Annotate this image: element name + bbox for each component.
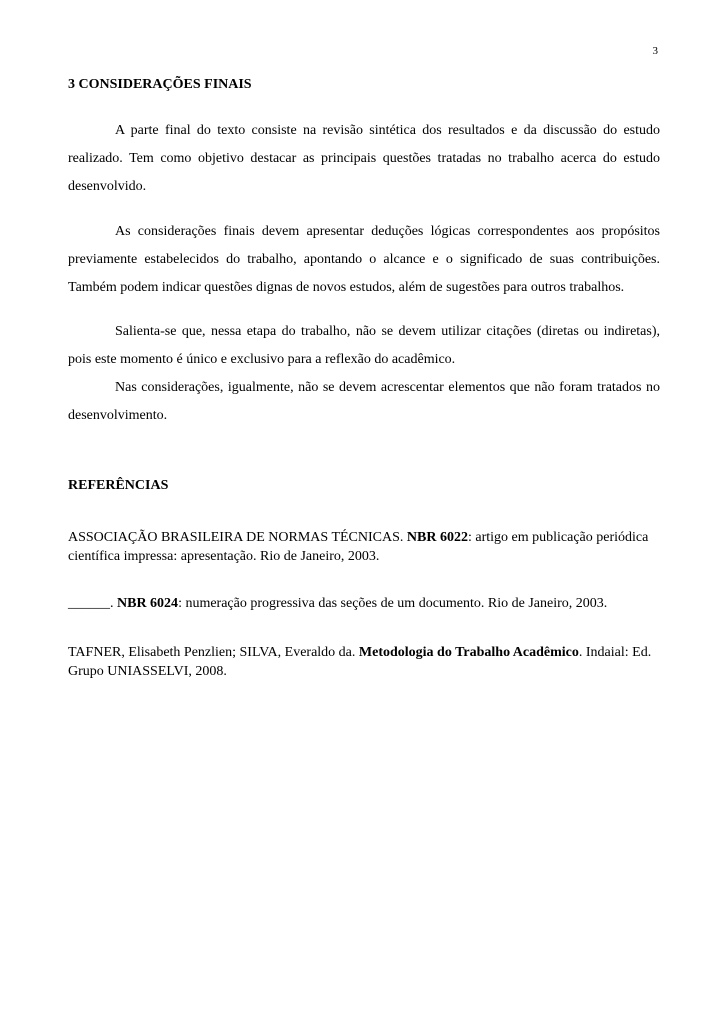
reference-author: ASSOCIAÇÃO BRASILEIRA DE NORMAS TÉCNICAS. <box>68 530 404 545</box>
reference-details: . Indaial: Ed. Grupo UNIASSELVI, 2008. <box>68 645 652 679</box>
reference-item <box>68 643 668 681</box>
section-heading: 3 CONSIDERAÇÕES FINAIS <box>68 77 252 92</box>
references-heading: REFERÊNCIAS <box>68 478 169 493</box>
paragraph-1: A parte final do texto consiste na revisão sintética dos resultados e da discussão do estudo realizado. Tem como objetivo destacar as principais questões tratadas no trabalho acerca do estudo desenvolvido. <box>68 123 660 194</box>
paragraph-4: Nas considerações, igualmente, não se devem acrescentar elementos que não foram tratados no desenvolvimento. <box>68 380 660 423</box>
page-number: 3 <box>652 45 658 57</box>
reference-title: NBR 6024 <box>117 596 179 611</box>
reference-item <box>68 528 668 566</box>
reference-author: ______. <box>68 596 114 611</box>
paragraph-3: Salienta-se que, nessa etapa do trabalho, não se devem utilizar citações (diretas ou indiretas), pois este momento é único e exclusivo para a reflexão do acadêmico. <box>68 324 660 367</box>
reference-title: NBR 6022 <box>406 530 468 545</box>
reference-details: : numeração progressiva das seções de um documento. Rio de Janeiro, 2003. <box>178 596 608 611</box>
reference-item <box>68 594 668 613</box>
reference-details: : artigo em publicação periódica científica impressa: apresentação. Rio de Janeiro, 2003. <box>68 530 649 564</box>
reference-title: Metodologia do Trabalho Acadêmico <box>358 645 579 660</box>
paragraph-2: As considerações finais devem apresentar deduções lógicas correspondentes aos propósitos previamente estabelecidos do trabalho, apontando o alcance e o significado de suas contribuições. Também podem indicar questões dignas de novos estudos, além de sugestões para outros trabalhos. <box>68 224 660 295</box>
reference-author: TAFNER, Elisabeth Penzlien; SILVA, Everaldo da. <box>68 645 356 660</box>
